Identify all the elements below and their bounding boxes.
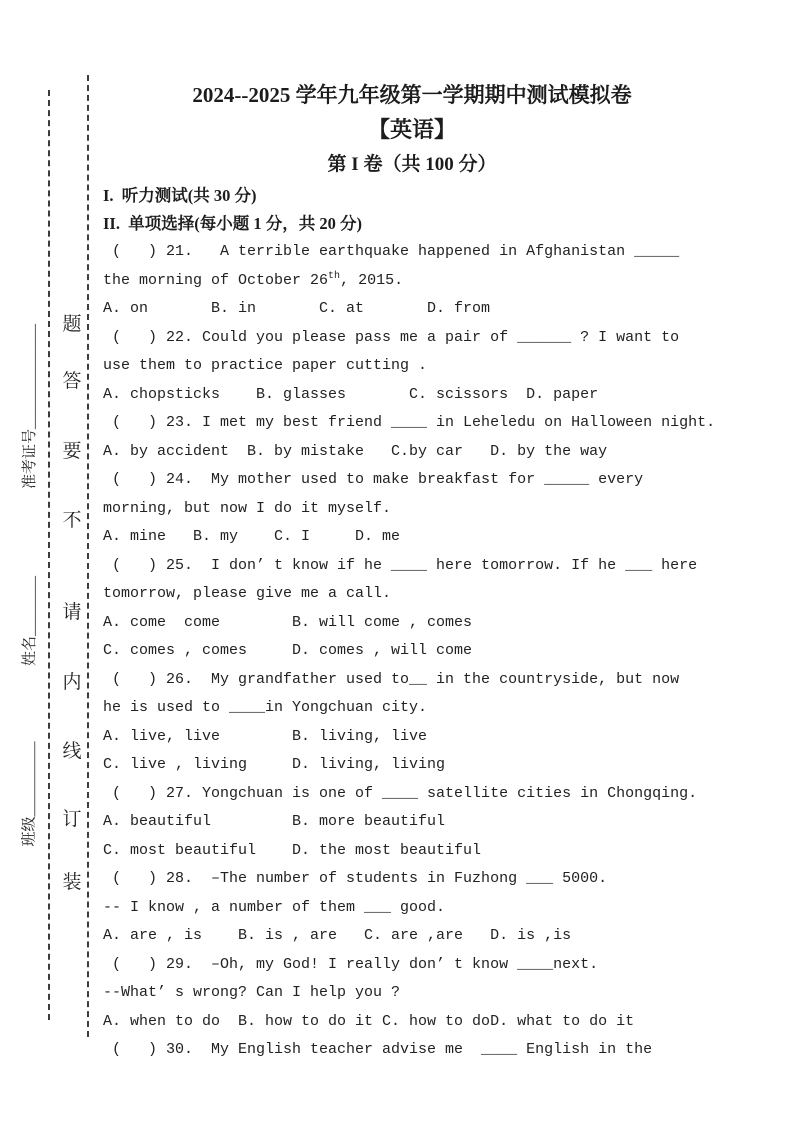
exam-line: C. live , living D. living, living [103, 756, 446, 773]
exam-field-ticket-number: 准考证号______________ [22, 323, 38, 489]
exam-line: A. live, live B. living, live [103, 727, 428, 745]
exam-line: C. most beautiful D. the most beautiful [103, 841, 482, 859]
exam-line: ( ) 25. I don’ t know if he ____ here tomorrow. If he ___ here [103, 556, 698, 574]
binding-char: 答 [62, 371, 82, 392]
section-heading-listening: I. 听力测试(共 30 分) [103, 186, 257, 205]
exam-line: A. when to do B. how to do it C. how to doD. what to do it [103, 1012, 635, 1030]
binding-char: 不 [62, 510, 82, 531]
line-text: , 2015. [340, 271, 404, 289]
exam-line: use them to practice paper cutting . [103, 357, 428, 374]
line-text: the morning of October 26 [103, 271, 329, 289]
exam-line: ( ) 23. I met my best friend ____ in Leheledu on Halloween night. [103, 414, 716, 431]
exam-line: A. chopsticks B. glasses C. scissors D. paper [103, 385, 599, 403]
binding-char: 请 [62, 602, 82, 623]
exam-content [103, 78, 721, 1065]
exam-line: A. on B. in C. at D. from [103, 300, 491, 317]
section-heading-multiple-choice: II. 单项选择(每小题 1 分，共 20 分) [103, 214, 362, 233]
binding-char: 订 [62, 809, 82, 830]
binding-dashed-line-outer [87, 75, 89, 1037]
exam-line-with-superscript [103, 267, 721, 296]
exam-title: 2024--2025 学年九年级第一学期期中测试模拟卷 [192, 83, 632, 107]
exam-line: ( ) 28. –The number of students in Fuzhong ___ 5000. [103, 870, 608, 887]
exam-line: -- I know , a number of them ___ good. [103, 898, 446, 916]
ordinal-superscript: th [328, 270, 341, 282]
exam-line: A. beautiful B. more beautiful [103, 813, 446, 830]
exam-line: morning, but now I do it myself. [103, 499, 392, 517]
exam-line: ( ) 22. Could you please pass me a pair of ______ ? I want to [103, 328, 680, 346]
exam-field-student-name: 姓名________ [22, 575, 38, 666]
exam-line: ( ) 29. –Oh, my God! I really don’ t know ____next. [103, 955, 599, 973]
question-lines [103, 238, 721, 1065]
exam-line: A. by accident B. by mistake C.by car D. by the way [103, 442, 608, 460]
exam-line: ( ) 27. Yongchuan is one of ____ satellite cities in Chongqing. [103, 784, 698, 802]
exam-subject: 【英语】 [367, 117, 456, 142]
binding-dashed-line-inner [48, 90, 50, 1020]
exam-volume-heading: 第 I 卷（共 100 分） [327, 154, 497, 175]
exam-line: C. comes , comes D. comes , will come [103, 642, 473, 659]
exam-field-class: 班级__________ [21, 741, 38, 847]
exam-line: he is used to ____in Yongchuan city. [103, 699, 428, 716]
binding-char: 题 [62, 314, 82, 335]
exam-line: ( ) 30. My English teacher advise me ____ English in the [103, 1041, 653, 1058]
exam-line: A. come come B. will come , comes [103, 613, 473, 631]
exam-line: --What’ s wrong? Can I help you ? [103, 984, 401, 1001]
binding-char: 装 [62, 872, 82, 893]
binding-char: 内 [62, 672, 82, 693]
exam-line: ( ) 26. My grandfather used to__ in the countryside, but now [103, 670, 680, 688]
exam-line: A. mine B. my C. I D. me [103, 528, 401, 545]
exam-line: A. are , is B. is , are C. are ,are D. is ,is [103, 927, 572, 944]
binding-char: 要 [62, 441, 82, 462]
exam-line: tomorrow, please give me a call. [103, 585, 392, 602]
exam-line: ( ) 21. A terrible earthquake happened in Afghanistan _____ [103, 243, 680, 260]
exam-line: ( ) 24. My mother used to make breakfast for _____ every [103, 471, 644, 488]
binding-char: 线 [62, 741, 82, 762]
